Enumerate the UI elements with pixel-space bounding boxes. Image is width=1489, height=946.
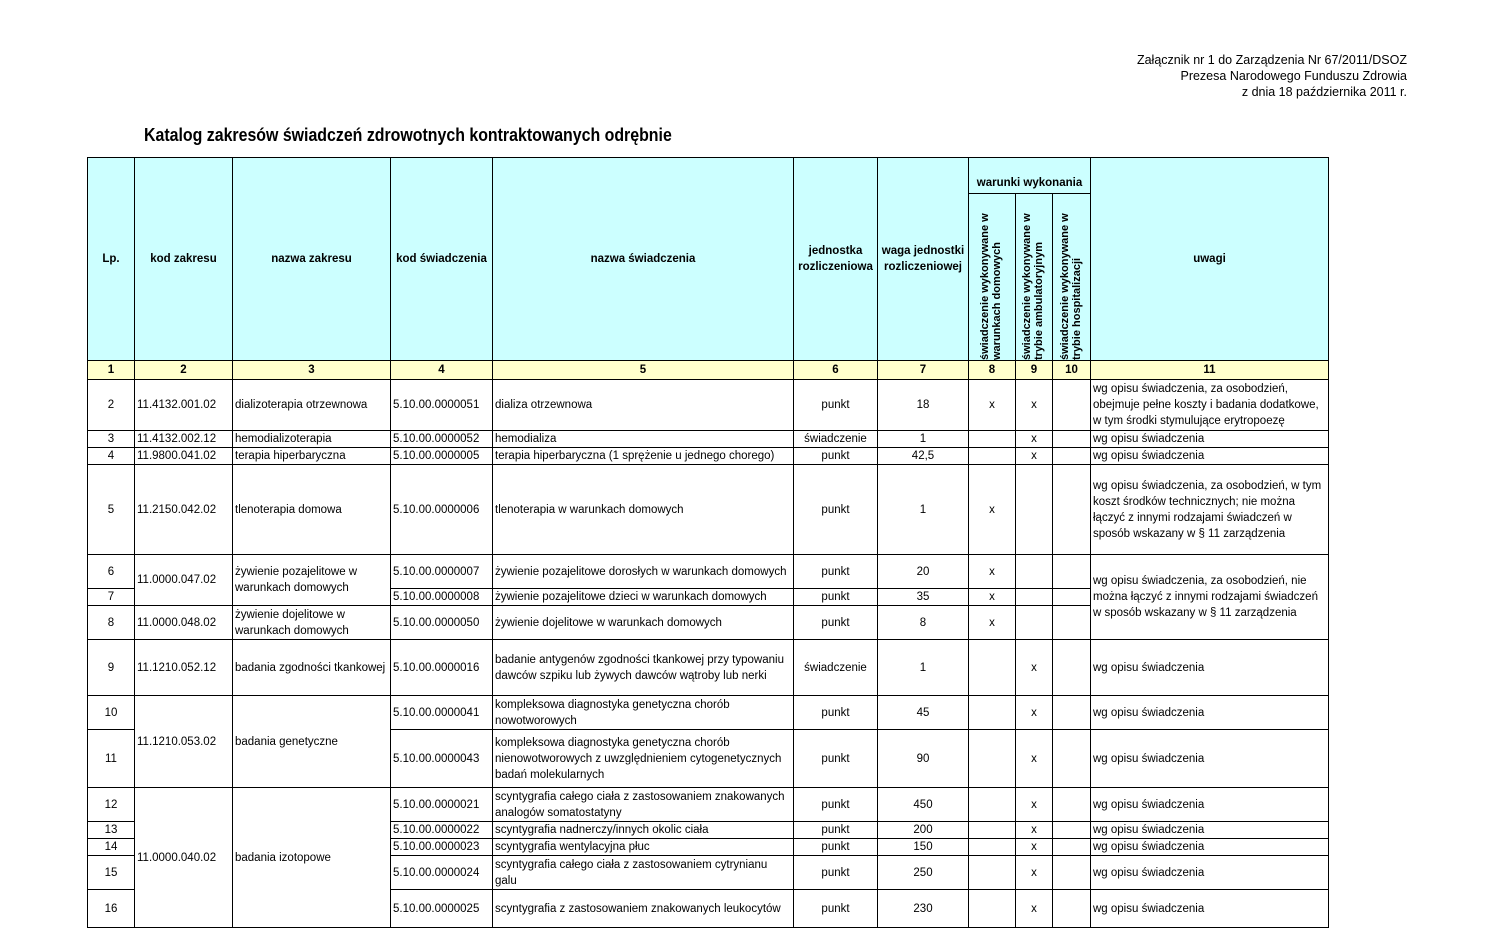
cell-lp: 9 (88, 640, 135, 696)
cell-c8: x (969, 465, 1016, 555)
cell-kod-zakresu: 11.9800.041.02 (135, 448, 233, 465)
cell-c9: x (1016, 640, 1053, 696)
header-line-1: Załącznik nr 1 do Zarządzenia Nr 67/2011/DSOZ (1136, 53, 1407, 67)
cell-nazwa-swiadczenia: scyntygrafia całego ciała z zastosowaniem znakowanych analogów somatostatyny (493, 788, 794, 822)
cell-waga: 230 (878, 890, 969, 928)
header-line-3: z dnia 18 października 2011 r. (1241, 85, 1407, 99)
cell-lp: 7 (88, 589, 135, 606)
cell-jednostka: punkt (794, 788, 878, 822)
cell-c10 (1053, 606, 1091, 640)
cell-c8 (969, 730, 1016, 788)
cell-kod-swiadczenia: 5.10.00.0000025 (391, 890, 493, 928)
cell-kod-swiadczenia: 5.10.00.0000021 (391, 788, 493, 822)
cell-kod-zakresu: 11.1210.052.12 (135, 640, 233, 696)
cell-uwagi: wg opisu świadczenia (1091, 696, 1329, 730)
table-row (88, 380, 1329, 431)
cell-nazwa-zakresu: badania zgodności tkankowej (233, 640, 391, 696)
cell-c10 (1053, 839, 1091, 856)
col-header-w-domowych (969, 194, 1016, 361)
cell-kod-zakresu: 11.0000.040.02 (135, 788, 233, 928)
cell-nazwa-swiadczenia: scyntygrafia wentylacyjna płuc (493, 839, 794, 856)
table-row (88, 788, 1329, 822)
col-header-w-hospitalizacji-text: świadczenie wykonywane w trybie hospitalizacji (1058, 213, 1083, 360)
col-header-w-domowych-text: świadczenie wykonywane w warunkach domowych (979, 213, 1003, 360)
cell-c10 (1053, 431, 1091, 448)
cell-lp: 16 (88, 890, 135, 928)
cell-waga: 18 (878, 380, 969, 431)
cell-kod-zakresu: 11.4132.001.02 (135, 380, 233, 431)
cell-uwagi: wg opisu świadczenia (1091, 448, 1329, 465)
cell-c8: x (969, 380, 1016, 431)
cell-c8: x (969, 589, 1016, 606)
cell-nazwa-swiadczenia: scyntygrafia nadnerczy/innych okolic ciała (493, 822, 794, 839)
cell-c9: x (1016, 380, 1053, 431)
col-number: 8 (969, 361, 1016, 380)
cell-lp: 10 (88, 696, 135, 730)
cell-c10 (1053, 730, 1091, 788)
cell-kod-swiadczenia: 5.10.00.0000041 (391, 696, 493, 730)
cell-jednostka: punkt (794, 555, 878, 589)
col-number: 7 (878, 361, 969, 380)
cell-uwagi: wg opisu świadczenia, za osobodzień, obejmuje pełne koszty i badania dodatkowe, w tym środki stymulujące erytropoezę (1091, 380, 1329, 431)
cell-nazwa-swiadczenia: tlenoterapia w warunkach domowych (493, 465, 794, 555)
cell-waga: 450 (878, 788, 969, 822)
cell-c8 (969, 640, 1016, 696)
col-number: 1 (88, 361, 135, 380)
table-row (88, 465, 1329, 555)
cell-kod-zakresu: 11.1210.053.02 (135, 696, 233, 788)
table-row (88, 696, 1329, 730)
cell-c9: x (1016, 696, 1053, 730)
cell-lp: 15 (88, 856, 135, 890)
cell-c10 (1053, 788, 1091, 822)
cell-kod-swiadczenia: 5.10.00.0000050 (391, 606, 493, 640)
cell-kod-swiadczenia: 5.10.00.0000023 (391, 839, 493, 856)
cell-jednostka: punkt (794, 822, 878, 839)
cell-c8 (969, 696, 1016, 730)
col-header-lp: Lp. (88, 158, 135, 361)
cell-kod-swiadczenia: 5.10.00.0000016 (391, 640, 493, 696)
col-number: 11 (1091, 361, 1329, 380)
col-header-kod-zakresu: kod zakresu (135, 158, 233, 361)
header-line-2: Prezesa Narodowego Funduszu Zdrowia (1180, 69, 1407, 83)
col-number: 5 (493, 361, 794, 380)
cell-c8 (969, 839, 1016, 856)
cell-waga: 1 (878, 431, 969, 448)
cell-c9: x (1016, 788, 1053, 822)
col-header-w-ambulatoryjnym (1016, 194, 1053, 361)
col-header-nazwa-swiadczenia: nazwa świadczenia (493, 158, 794, 361)
col-header-warunki: warunki wykonania (969, 158, 1091, 194)
table-row (88, 555, 1329, 589)
col-header-uwagi: uwagi (1091, 158, 1329, 361)
cell-c10 (1053, 890, 1091, 928)
cell-nazwa-swiadczenia: dializa otrzewnowa (493, 380, 794, 431)
cell-lp: 13 (88, 822, 135, 839)
cell-jednostka: punkt (794, 839, 878, 856)
cell-c9 (1016, 555, 1053, 589)
page-title: Katalog zakresów świadczeń zdrowotnych kontraktowanych odrębnie (144, 124, 672, 145)
cell-nazwa-swiadczenia: kompleksowa diagnostyka genetyczna chorób nienowotworowych z uwzględnieniem cytogenetycznych badań molekularnych (493, 730, 794, 788)
cell-waga: 250 (878, 856, 969, 890)
cell-kod-swiadczenia: 5.10.00.0000043 (391, 730, 493, 788)
cell-c10 (1053, 465, 1091, 555)
cell-c9 (1016, 589, 1053, 606)
col-number: 9 (1016, 361, 1053, 380)
cell-nazwa-swiadczenia: żywienie pozajelitowe dorosłych w warunkach domowych (493, 555, 794, 589)
col-number: 4 (391, 361, 493, 380)
cell-kod-swiadczenia: 5.10.00.0000006 (391, 465, 493, 555)
cell-c8 (969, 448, 1016, 465)
cell-c10 (1053, 696, 1091, 730)
cell-uwagi: wg opisu świadczenia (1091, 640, 1329, 696)
cell-c9 (1016, 465, 1053, 555)
cell-c10 (1053, 589, 1091, 606)
cell-uwagi: wg opisu świadczenia, za osobodzień, w tym koszt środków technicznych; nie można łączyć z innymi rodzajami świadczeń w sposób wskazany w § 11 zarządzenia (1091, 465, 1329, 555)
col-header-w-ambulatoryjnym-text: świadczenie wykonywane w trybie ambulatoryjnym (1021, 213, 1045, 360)
cell-c10 (1053, 448, 1091, 465)
cell-jednostka: świadczenie (794, 640, 878, 696)
cell-c10 (1053, 640, 1091, 696)
cell-nazwa-swiadczenia: scyntygrafia z zastosowaniem znakowanych leukocytów (493, 890, 794, 928)
cell-c9: x (1016, 730, 1053, 788)
cell-c9: x (1016, 448, 1053, 465)
cell-nazwa-zakresu: terapia hiperbaryczna (233, 448, 391, 465)
cell-c8 (969, 788, 1016, 822)
cell-c9: x (1016, 890, 1053, 928)
table-row (88, 640, 1329, 696)
cell-nazwa-zakresu: żywienie dojelitowe w warunkach domowych (233, 606, 391, 640)
cell-waga: 1 (878, 465, 969, 555)
cell-nazwa-zakresu: tlenoterapia domowa (233, 465, 391, 555)
cell-waga: 90 (878, 730, 969, 788)
cell-nazwa-swiadczenia: badanie antygenów zgodności tkankowej przy typowaniu dawców szpiku lub żywych dawców wątroby lub nerki (493, 640, 794, 696)
cell-waga: 1 (878, 640, 969, 696)
cell-uwagi: wg opisu świadczenia (1091, 431, 1329, 448)
cell-kod-zakresu: 11.2150.042.02 (135, 465, 233, 555)
cell-jednostka: punkt (794, 696, 878, 730)
cell-c9: x (1016, 856, 1053, 890)
cell-c8: x (969, 606, 1016, 640)
cell-waga: 42,5 (878, 448, 969, 465)
cell-jednostka: punkt (794, 448, 878, 465)
col-header-jednostka: jednostka rozliczeniowa (794, 158, 878, 361)
cell-uwagi: wg opisu świadczenia (1091, 730, 1329, 788)
col-header-waga: waga jednostki rozliczeniowej (878, 158, 969, 361)
cell-uwagi: wg opisu świadczenia (1091, 839, 1329, 856)
cell-c8 (969, 856, 1016, 890)
cell-nazwa-swiadczenia: kompleksowa diagnostyka genetyczna chorób nowotworowych (493, 696, 794, 730)
cell-jednostka: punkt (794, 890, 878, 928)
cell-nazwa-swiadczenia: scyntygrafia całego ciała z zastosowaniem cytrynianu galu (493, 856, 794, 890)
cell-kod-zakresu: 11.0000.047.02 (135, 555, 233, 606)
cell-waga: 20 (878, 555, 969, 589)
col-number: 10 (1053, 361, 1091, 380)
cell-lp: 2 (88, 380, 135, 431)
cell-kod-swiadczenia: 5.10.00.0000052 (391, 431, 493, 448)
cell-lp: 14 (88, 839, 135, 856)
cell-jednostka: punkt (794, 730, 878, 788)
cell-jednostka: punkt (794, 589, 878, 606)
cell-kod-zakresu: 11.4132.002.12 (135, 431, 233, 448)
cell-c10 (1053, 555, 1091, 589)
cell-c8 (969, 431, 1016, 448)
cell-nazwa-zakresu: badania genetyczne (233, 696, 391, 788)
col-number: 3 (233, 361, 391, 380)
table-row (88, 448, 1329, 465)
cell-c9: x (1016, 431, 1053, 448)
cell-c8 (969, 822, 1016, 839)
cell-lp: 4 (88, 448, 135, 465)
cell-kod-swiadczenia: 5.10.00.0000008 (391, 589, 493, 606)
cell-c9 (1016, 606, 1053, 640)
cell-jednostka: punkt (794, 380, 878, 431)
cell-waga: 150 (878, 839, 969, 856)
cell-lp: 3 (88, 431, 135, 448)
cell-nazwa-zakresu: żywienie pozajelitowe w warunkach domowych (233, 555, 391, 606)
cell-waga: 8 (878, 606, 969, 640)
document-header (1137, 52, 1407, 100)
cell-kod-zakresu: 11.0000.048.02 (135, 606, 233, 640)
col-header-kod-swiadczenia: kod świadczenia (391, 158, 493, 361)
cell-jednostka: punkt (794, 606, 878, 640)
cell-uwagi: wg opisu świadczenia (1091, 822, 1329, 839)
cell-lp: 11 (88, 730, 135, 788)
cell-c8: x (969, 555, 1016, 589)
cell-lp: 8 (88, 606, 135, 640)
cell-kod-swiadczenia: 5.10.00.0000022 (391, 822, 493, 839)
cell-waga: 45 (878, 696, 969, 730)
cell-jednostka: punkt (794, 465, 878, 555)
cell-uwagi: wg opisu świadczenia (1091, 856, 1329, 890)
cell-uwagi: wg opisu świadczenia (1091, 890, 1329, 928)
cell-nazwa-zakresu: hemodializoterapia (233, 431, 391, 448)
cell-c10 (1053, 856, 1091, 890)
table-row (88, 431, 1329, 448)
cell-lp: 6 (88, 555, 135, 589)
cell-kod-swiadczenia: 5.10.00.0000007 (391, 555, 493, 589)
col-header-w-hospitalizacji (1053, 194, 1091, 361)
cell-lp: 5 (88, 465, 135, 555)
cell-c10 (1053, 822, 1091, 839)
cell-jednostka: punkt (794, 856, 878, 890)
catalog-table (87, 157, 1329, 928)
cell-nazwa-zakresu: badania izotopowe (233, 788, 391, 928)
cell-nazwa-swiadczenia: terapia hiperbaryczna (1 sprężenie u jednego chorego) (493, 448, 794, 465)
cell-lp: 12 (88, 788, 135, 822)
cell-kod-swiadczenia: 5.10.00.0000005 (391, 448, 493, 465)
cell-uwagi: wg opisu świadczenia, za osobodzień, nie można łączyć z innymi rodzajami świadczeń w sposób wskazany w § 11 zarządzenia (1091, 555, 1329, 640)
cell-nazwa-swiadczenia: żywienie pozajelitowe dzieci w warunkach domowych (493, 589, 794, 606)
col-number: 6 (794, 361, 878, 380)
cell-kod-swiadczenia: 5.10.00.0000051 (391, 380, 493, 431)
cell-nazwa-swiadczenia: żywienie dojelitowe w warunkach domowych (493, 606, 794, 640)
cell-c10 (1053, 380, 1091, 431)
col-number: 2 (135, 361, 233, 380)
cell-kod-swiadczenia: 5.10.00.0000024 (391, 856, 493, 890)
cell-c8 (969, 890, 1016, 928)
cell-nazwa-swiadczenia: hemodializa (493, 431, 794, 448)
cell-waga: 200 (878, 822, 969, 839)
cell-jednostka: świadczenie (794, 431, 878, 448)
cell-c9: x (1016, 839, 1053, 856)
cell-uwagi: wg opisu świadczenia (1091, 788, 1329, 822)
cell-waga: 35 (878, 589, 969, 606)
col-header-nazwa-zakresu: nazwa zakresu (233, 158, 391, 361)
cell-nazwa-zakresu: dializoterapia otrzewnowa (233, 380, 391, 431)
cell-c9: x (1016, 822, 1053, 839)
